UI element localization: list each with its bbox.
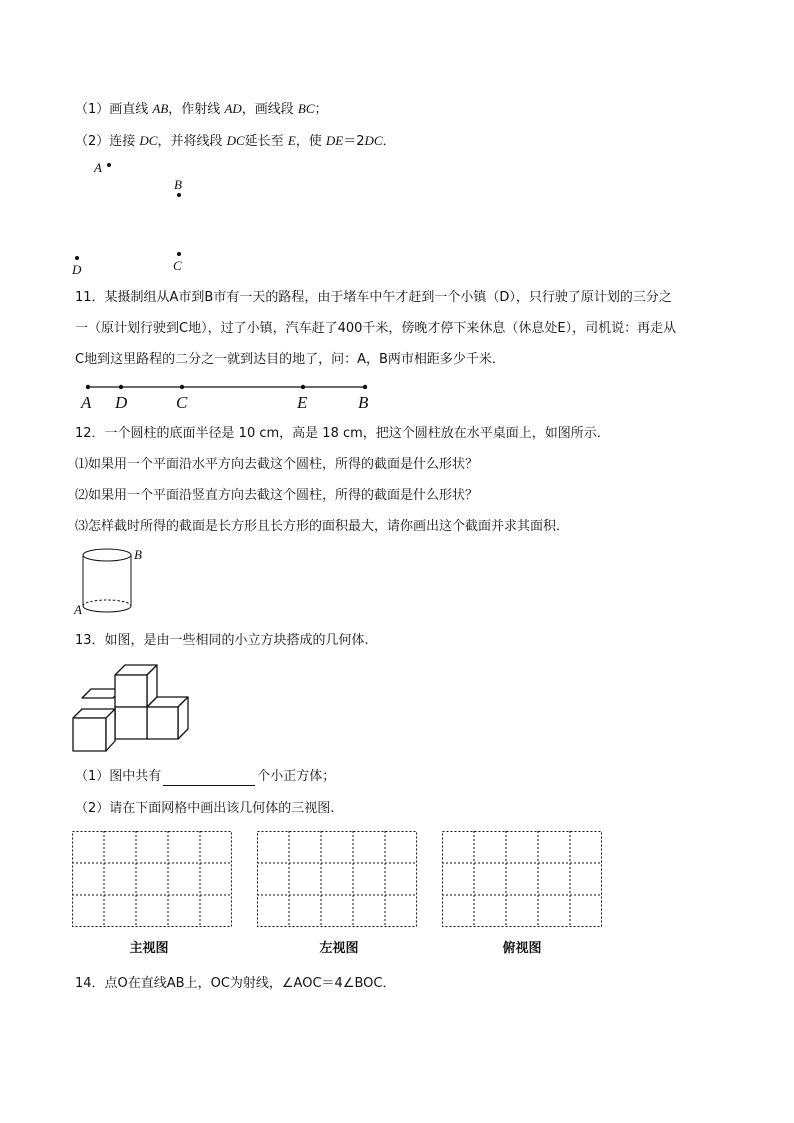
- q13-sub2: （2）请在下面网格中画出该几何体的三视图.: [75, 801, 335, 816]
- q11-line1: 11．某摄制组从A市到B市有一天的路程，由于堵车中午才赶到一个小镇（D），只行驶了原计划的三分之: [75, 290, 672, 305]
- q12-sub1: ⑴如果用一个平面沿水平方向去截这个圆柱，所得的截面是什么形状？: [75, 457, 479, 472]
- cylinder-label-a: A: [74, 602, 82, 617]
- left-view-grid[interactable]: [257, 831, 417, 927]
- answer-blank[interactable]: [163, 771, 255, 786]
- line-label-e: E: [297, 393, 308, 412]
- point-a: [107, 163, 111, 167]
- q10-part2: （2）连接 DC，并将线段 DC延长至 E，使 DE＝2DC．: [75, 133, 396, 149]
- q10-part1: （1）画直线 AB，作射线 AD，画线段 BC；: [75, 101, 328, 117]
- line-point-d: [119, 385, 123, 389]
- line-point-e: [301, 385, 305, 389]
- q14-text: 14．点O在直线AB上，OC为射线，∠AOC＝4∠BOC．: [75, 976, 396, 991]
- top-view-grid[interactable]: [442, 831, 602, 927]
- point-b: [177, 193, 181, 197]
- top-view-caption: 俯视图: [502, 941, 542, 956]
- q12-sub3: ⑶怎样截时所得的截面是长方形且长方形的面积最大，请你画出这个截面并求其面积．: [75, 519, 570, 534]
- q11-line3: C地到这里路程的二分之一就到达目的地了，问：A，B两市相距多少千米．: [75, 352, 505, 367]
- point-c-label: C: [173, 258, 182, 273]
- line-label-d: D: [115, 393, 128, 412]
- front-view-grid[interactable]: [72, 831, 232, 927]
- line-label-a: A: [81, 393, 92, 412]
- line-point-c: [180, 385, 184, 389]
- q12-stem: 12．一个圆柱的底面半径是 10 cm，高是 18 cm，把这个圆柱放在水平桌面上，如图所示．: [75, 426, 610, 441]
- line-label-c: C: [176, 393, 188, 412]
- line-point-a: [86, 385, 90, 389]
- q11-line2: 一（原计划行驶到C地），过了小镇，汽车赶了400千米，傍晚才停下来休息（休息处E），司机说：再走从: [75, 321, 677, 336]
- line-label-b: B: [358, 393, 369, 412]
- point-a-label: A: [94, 160, 102, 175]
- point-d: [75, 256, 79, 260]
- q12-sub2: ⑵如果用一个平面沿竖直方向去截这个圆柱，所得的截面是什么形状？: [75, 488, 479, 503]
- point-d-label: D: [72, 262, 82, 277]
- cubes-figure: [70, 662, 195, 756]
- front-view-caption: 主视图: [129, 941, 169, 956]
- cylinder-label-b: B: [134, 547, 142, 562]
- line-point-b: [363, 385, 367, 389]
- point-b-label: B: [174, 177, 182, 192]
- left-view-caption: 左视图: [319, 941, 359, 956]
- q13-sub1: （1）图中共有 个小正方体；: [75, 769, 336, 784]
- point-c: [177, 252, 181, 256]
- cylinder-figure: [80, 546, 140, 616]
- q13-stem: 13．如图，是由一些相同的小立方块搭成的几何体.: [75, 633, 369, 648]
